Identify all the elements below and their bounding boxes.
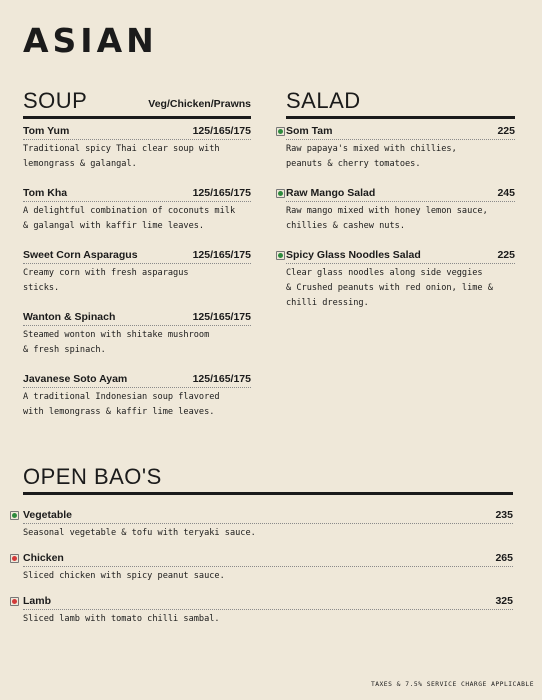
item-description: Sliced lamb with tomato chilli sambal. [23, 614, 220, 624]
soup-title: SOUP [23, 88, 88, 113]
menu-item [23, 595, 513, 627]
open-bao-section [23, 466, 513, 638]
item-price: 125/165/175 [192, 373, 251, 385]
salad-section [286, 90, 515, 326]
item-name: Spicy Glass Noodles Salad [286, 249, 421, 261]
menu-item [286, 249, 515, 311]
item-description: Seasonal vegetable & tofu with teryaki sauce. [23, 528, 256, 538]
item-description: Sliced chicken with spicy peanut sauce. [23, 571, 225, 581]
item-description: Raw mango mixed with honey lemon sauce, chillies & cashew nuts. [286, 206, 488, 231]
item-price: 325 [495, 595, 513, 607]
item-price: 225 [497, 249, 515, 261]
item-name: Tom Kha [23, 187, 68, 199]
item-name: Javanese Soto Ayam [23, 373, 128, 385]
item-name: Som Tam [286, 125, 333, 137]
menu-item [286, 125, 515, 172]
item-description: Steamed wonton with shitake mushroom & fresh spinach. [23, 330, 210, 355]
open-bao-title: OPEN BAO'S [23, 464, 162, 489]
menu-item [23, 249, 251, 296]
item-name: Tom Yum [23, 125, 70, 137]
item-name: Chicken [23, 552, 64, 564]
item-price: 245 [497, 187, 515, 199]
open-bao-header [23, 466, 513, 495]
menu-item [23, 311, 251, 358]
item-name: Wanton & Spinach [23, 311, 116, 323]
item-price: 125/165/175 [192, 311, 251, 323]
non-veg-indicator-icon [10, 554, 19, 563]
item-price: 265 [495, 552, 513, 564]
veg-indicator-icon [276, 189, 285, 198]
non-veg-indicator-icon [10, 597, 19, 606]
menu-item [23, 552, 513, 584]
item-name: Vegetable [23, 509, 73, 521]
item-description: Clear glass noodles along side veggies & Crushed peanuts with red onion, lime & chilli dressing. [286, 268, 493, 308]
veg-indicator-icon [10, 511, 19, 520]
item-price: 125/165/175 [192, 249, 251, 261]
page-title: ASIAN [23, 21, 158, 60]
item-description: Raw papaya's mixed with chillies, peanuts & cherry tomatoes. [286, 144, 457, 169]
tax-footnote: TAXES & 7.5% SERVICE CHARGE APPLICABLE [370, 681, 534, 688]
item-price: 125/165/175 [192, 125, 251, 137]
item-price: 225 [497, 125, 515, 137]
item-description: Traditional spicy Thai clear soup with lemongrass & galangal. [23, 144, 220, 169]
menu-item [23, 187, 251, 234]
menu-item [23, 373, 251, 420]
item-price: 125/165/175 [192, 187, 251, 199]
item-description: Creamy corn with fresh asparagus sticks. [23, 268, 189, 293]
soup-price-note: Veg/Chicken/Prawns [148, 98, 251, 110]
menu-item [23, 125, 251, 172]
salad-title: SALAD [286, 88, 361, 113]
veg-indicator-icon [276, 251, 285, 260]
item-description: A traditional Indonesian soup flavored with lemongrass & kaffir lime leaves. [23, 392, 220, 417]
item-name: Lamb [23, 595, 52, 607]
menu-item [286, 187, 515, 234]
veg-indicator-icon [276, 127, 285, 136]
salad-header [286, 90, 515, 119]
item-name: Raw Mango Salad [286, 187, 376, 199]
item-price: 235 [495, 509, 513, 521]
item-description: A delightful combination of coconuts milk & galangal with kaffir lime leaves. [23, 206, 236, 231]
soup-header [23, 90, 251, 119]
menu-item [23, 509, 513, 541]
soup-section [23, 90, 251, 435]
item-name: Sweet Corn Asparagus [23, 249, 138, 261]
